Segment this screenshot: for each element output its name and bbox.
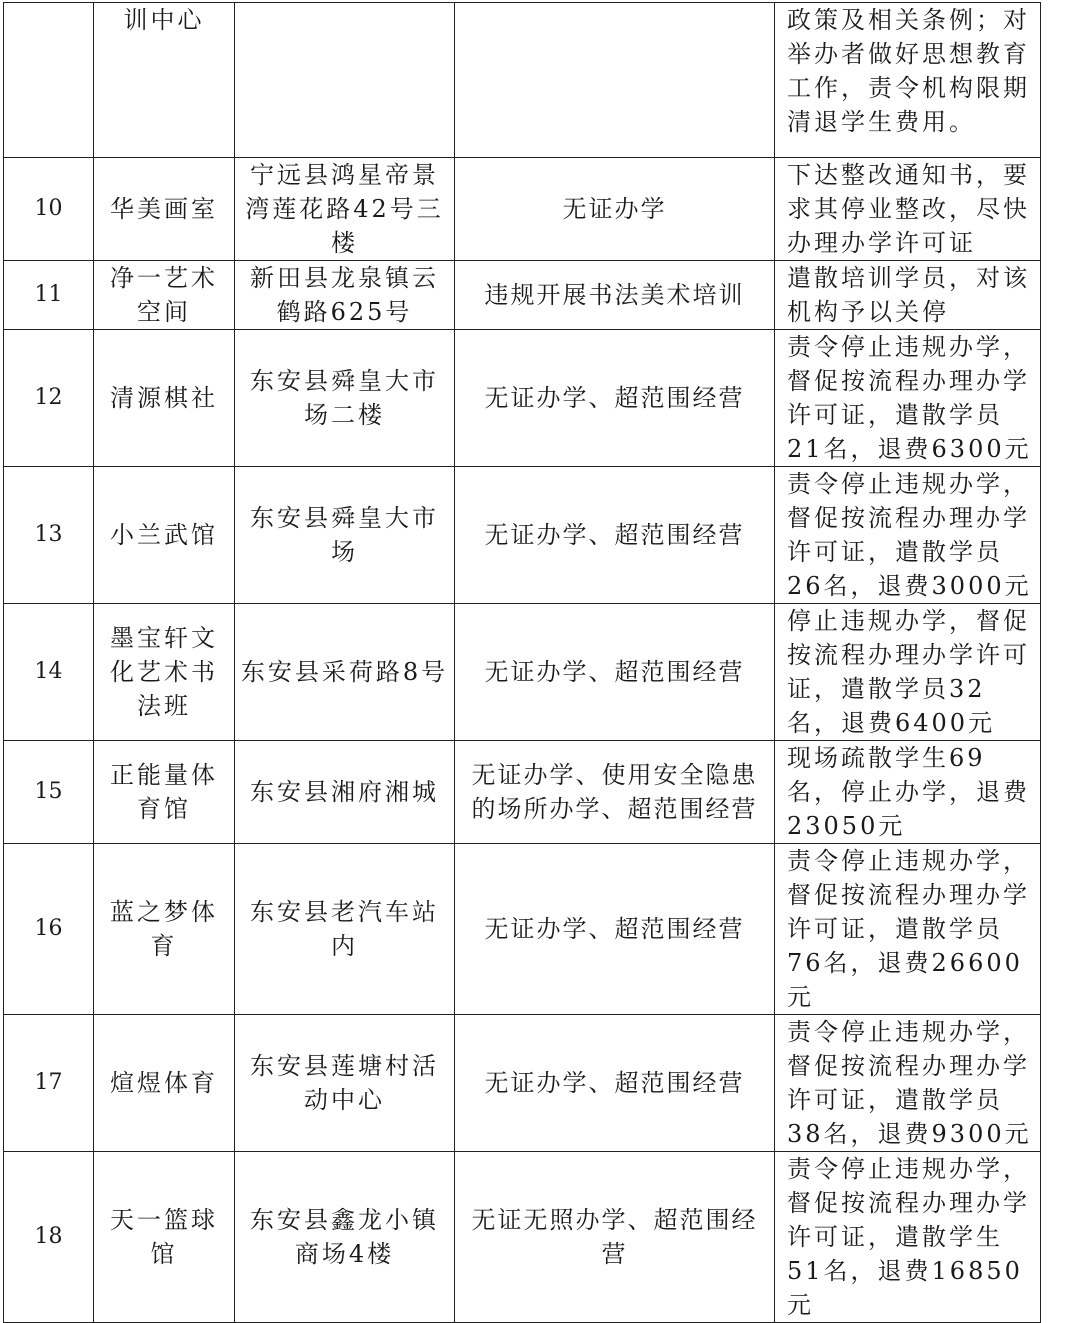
table-row: [4, 604, 1041, 741]
institution-address: 东安县湘府湘城: [235, 741, 455, 844]
row-number: 15: [4, 741, 94, 844]
institution-address: 东安县莲塘村活动中心: [235, 1015, 455, 1152]
violation-type: 无证办学、超范围经营: [455, 1015, 775, 1152]
handling-measure: 责令停止违规办学，督促按流程办理办学许可证，遣散学生51名，退费16850元: [775, 1152, 1041, 1323]
institution-name: 墨宝轩文化艺术书法班: [94, 604, 235, 741]
violation-type: [455, 3, 775, 158]
table-row: [4, 844, 1041, 1015]
institution-address: 东安县老汽车站内: [235, 844, 455, 1015]
institution-address: 新田县龙泉镇云鹤路625号: [235, 261, 455, 330]
handling-measure: 责令停止违规办学，督促按流程办理办学许可证，遣散学员21名，退费6300元: [775, 330, 1041, 467]
handling-measure: 遣散培训学员，对该机构予以关停: [775, 261, 1041, 330]
handling-measure: 现场疏散学生69名，停止办学，退费23050元: [775, 741, 1041, 844]
row-number: 11: [4, 261, 94, 330]
violation-type: 违规开展书法美术培训: [455, 261, 775, 330]
table-row: [4, 3, 1041, 158]
institution-name: 清源棋社: [94, 330, 235, 467]
row-number: [4, 3, 94, 158]
institution-address: 东安县采荷路8号: [235, 604, 455, 741]
institution-name: 净一艺术空间: [94, 261, 235, 330]
institution-address: 东安县舜皇大市场: [235, 467, 455, 604]
violation-type: 无证无照办学、超范围经营: [455, 1152, 775, 1323]
handling-measure: 责令停止违规办学，督促按流程办理办学许可证，遣散学员26名，退费3000元: [775, 467, 1041, 604]
table-row: [4, 741, 1041, 844]
institution-address: [235, 3, 455, 158]
table-row: [4, 158, 1041, 261]
handling-measure: 下达整改通知书，要求其停业整改，尽快办理办学许可证: [775, 158, 1041, 261]
handling-measure: 政策及相关条例；对举办者做好思想教育工作，责令机构限期清退学生费用。: [775, 3, 1041, 158]
row-number: 16: [4, 844, 94, 1015]
institution-name: 训中心: [94, 3, 235, 158]
institution-name: 蓝之梦体育: [94, 844, 235, 1015]
violation-type: 无证办学、超范围经营: [455, 467, 775, 604]
table-row: [4, 1152, 1041, 1323]
violation-type: 无证办学、超范围经营: [455, 330, 775, 467]
violation-type: 无证办学、超范围经营: [455, 604, 775, 741]
violation-type: 无证办学、使用安全隐患的场所办学、超范围经营: [455, 741, 775, 844]
handling-measure: 责令停止违规办学，督促按流程办理办学许可证，遣散学员76名，退费26600元: [775, 844, 1041, 1015]
institution-address: 东安县舜皇大市场二楼: [235, 330, 455, 467]
institution-address: 东安县鑫龙小镇商场4楼: [235, 1152, 455, 1323]
violation-type: 无证办学: [455, 158, 775, 261]
row-number: 17: [4, 1015, 94, 1152]
institution-name: 华美画室: [94, 158, 235, 261]
institution-name: 天一篮球馆: [94, 1152, 235, 1323]
table-row: [4, 330, 1041, 467]
violations-table: [3, 2, 1041, 1323]
institution-name: 煊煜体育: [94, 1015, 235, 1152]
table-row: [4, 261, 1041, 330]
table-row: [4, 467, 1041, 604]
institution-address: 宁远县鸿星帝景湾莲花路42号三楼: [235, 158, 455, 261]
institution-name: 小兰武馆: [94, 467, 235, 604]
row-number: 18: [4, 1152, 94, 1323]
row-number: 13: [4, 467, 94, 604]
table-row: [4, 1015, 1041, 1152]
row-number: 12: [4, 330, 94, 467]
institution-name: 正能量体育馆: [94, 741, 235, 844]
violation-type: 无证办学、超范围经营: [455, 844, 775, 1015]
row-number: 14: [4, 604, 94, 741]
handling-measure: 停止违规办学，督促按流程办理办学许可证，遣散学员32名，退费6400元: [775, 604, 1041, 741]
row-number: 10: [4, 158, 94, 261]
handling-measure: 责令停止违规办学，督促按流程办理办学许可证，遣散学员38名，退费9300元: [775, 1015, 1041, 1152]
